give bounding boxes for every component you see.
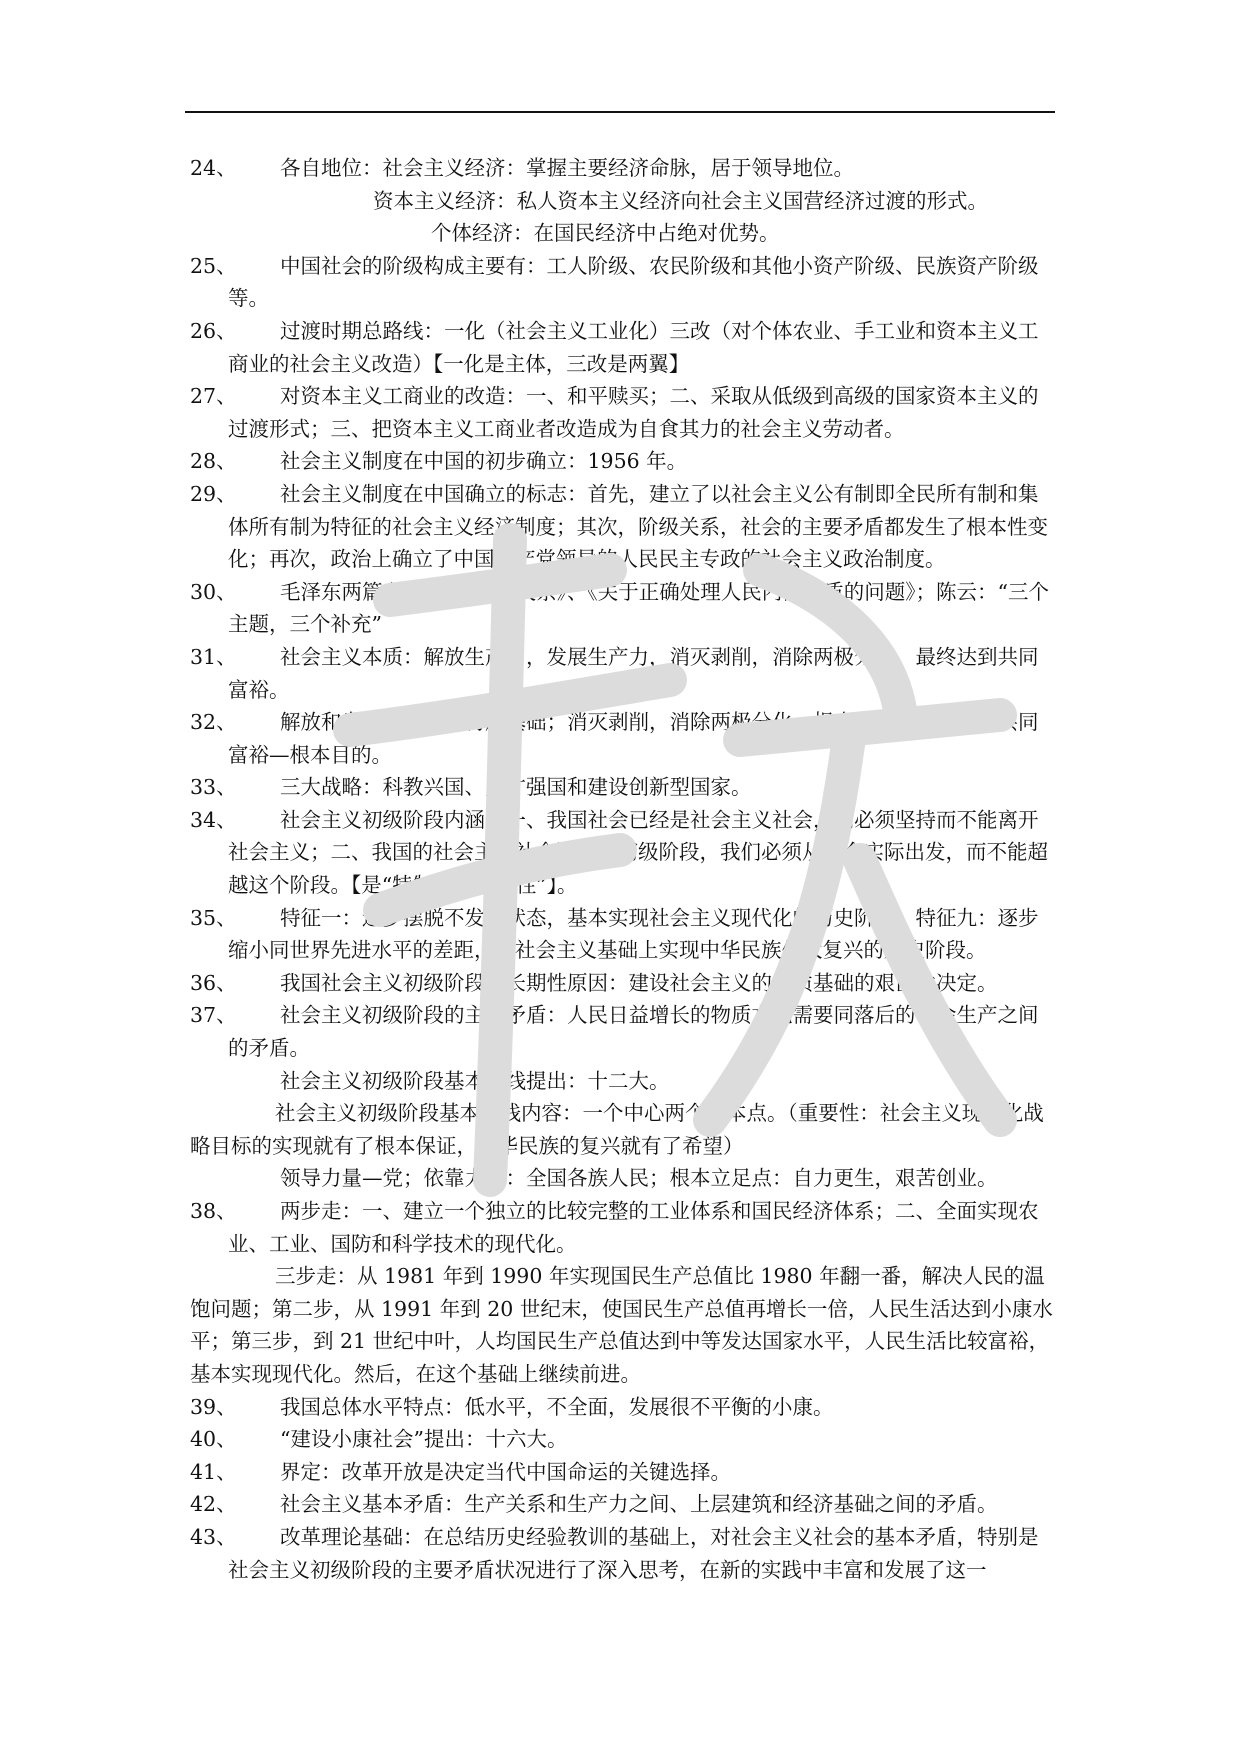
item-text: 中国社会的阶级构成主要有：工人阶级、农民阶级和其他小资产阶级、民族资产阶级等。 bbox=[228, 253, 1039, 311]
item-number: 36、 bbox=[190, 970, 237, 995]
item-number: 43、 bbox=[190, 1524, 237, 1549]
header-rule bbox=[185, 111, 1055, 113]
list-item bbox=[190, 706, 1058, 771]
item-number: 37、 bbox=[190, 1003, 237, 1028]
list-item bbox=[190, 250, 1058, 315]
list-item bbox=[190, 641, 1058, 706]
item-number: 27、 bbox=[190, 384, 237, 409]
list-item bbox=[190, 576, 1058, 641]
list-item bbox=[190, 967, 1058, 1000]
item-number: 34、 bbox=[190, 807, 237, 832]
item-text: 社会主义初级阶段内涵：一、我国社会已经是社会主义社会，们必须坚持而不能离开社会主义；二、我国的社会主义社会还处于初级阶段，我们必须从这个实际出发，而不能超越这个阶段。【是“特制”而非“共性”】。 bbox=[228, 807, 1048, 898]
list-item bbox=[190, 1456, 1058, 1489]
item-number: 40、 bbox=[190, 1427, 237, 1452]
item-number: 42、 bbox=[190, 1492, 237, 1517]
item-text: 界定：改革开放是决定当代中国命运的关键选择。 bbox=[280, 1459, 731, 1484]
item-text: 改革理论基础：在总结历史经验教训的基础上，对社会主义社会的基本矛盾，特别是社会主义初级阶段的主要矛盾状况进行了深入思考，在新的实践中丰富和发展了这一 bbox=[228, 1524, 1039, 1582]
item-number: 35、 bbox=[190, 905, 237, 930]
item-text: “建设小康社会”提出：十六大。 bbox=[280, 1427, 568, 1452]
document-body bbox=[190, 152, 1058, 1586]
item-text: 两步走：一、建立一个独立的比较完整的工业体系和国民经济体系；二、全面实现农业、工业、国防和科学技术的现代化。 bbox=[228, 1199, 1039, 1256]
list-item bbox=[190, 380, 1058, 445]
list-item bbox=[190, 152, 1058, 250]
item-number: 41、 bbox=[190, 1459, 237, 1484]
item-number: 39、 bbox=[190, 1394, 237, 1419]
list-item bbox=[190, 1391, 1058, 1424]
item-text: 各自地位：社会主义经济：掌握主要经济命脉，居于领导地位。 bbox=[280, 156, 854, 180]
item-number: 31、 bbox=[190, 644, 237, 669]
list-item bbox=[190, 804, 1058, 902]
item-text: 毛泽东两篇文章：《论十大关系》、《关于正确处理人民内部矛盾的问题》；陈云：“三个主题，三个补充” bbox=[228, 579, 1049, 637]
item-text: 社会主义初级阶段的主要矛盾：人民日益增长的物质文化需要同落后的社会生产之间的矛盾。 bbox=[228, 1003, 1039, 1061]
list-item bbox=[190, 445, 1058, 478]
list-item bbox=[190, 1488, 1058, 1521]
item-number: 38、 bbox=[190, 1199, 237, 1223]
item-subline: 个体经济：在国民经济中占绝对优势。 bbox=[431, 221, 780, 246]
item-text: 社会主义初级阶段基本路线内容：一个中心两个基本点。（重要性：社会主义现代化战略目标的实现就有了根本保证，中华民族的复兴就有了希望） bbox=[190, 1101, 1044, 1158]
item-number: 30、 bbox=[190, 579, 237, 604]
item-text: 社会主义初级阶段基本路线提出：十二大。 bbox=[280, 1068, 670, 1093]
item-number: 28、 bbox=[190, 449, 237, 474]
item-number: 26、 bbox=[190, 318, 237, 343]
item-text: 过渡时期总路线：一化（社会主义工业化）三改（对个体农业、手工业和资本主义工商业的社会主义改造）【一化是主体，三改是两翼】 bbox=[228, 318, 1039, 376]
list-item bbox=[190, 478, 1058, 576]
item-text: 我国总体水平特点：低水平，不全面，发展很不平衡的小康。 bbox=[280, 1394, 834, 1419]
list-item bbox=[190, 1260, 1058, 1390]
item-number: 33、 bbox=[190, 775, 237, 800]
item-text: 对资本主义工商业的改造：一、和平赎买；二、采取从低级到高级的国家资本主义的过渡形式；三、把资本主义工商业者改造成为自食其力的社会主义劳动者。 bbox=[228, 384, 1039, 441]
item-text: 三大战略：科教兴国、人才强国和建设创新型国家。 bbox=[280, 775, 752, 800]
item-text: 三步走：从 1981 年到 1990 年实现国民生产总值比 1980 年翻一番，解决人民的温饱问题；第二步，从 1991 年到 20 世纪末，使国民生产总值再增长一倍，人民生活达到小康水平；第三步，到 21 世纪中叶，人均国民生产总值达到中等发达国家水平，人民生活比较富裕，基本实现现代化。然后，在这个基础上继续前进。 bbox=[190, 1264, 1053, 1386]
list-item bbox=[190, 902, 1058, 967]
item-text: 社会主义制度在中国的初步确立：1956 年。 bbox=[280, 449, 688, 474]
list-item bbox=[190, 1423, 1058, 1456]
item-subline: 资本主义经济：私人资本主义经济向社会主义国营经济过渡的形式。 bbox=[373, 188, 988, 213]
list-item bbox=[190, 999, 1058, 1064]
item-text: 特征一：逐步摆脱不发达状态，基本实现社会主义现代化的历史阶段；特征九：逐步缩小同世界先进水平的差距，在社会主义基础上实现中华民族伟大复兴的历史阶段。 bbox=[228, 905, 1039, 963]
list-item bbox=[190, 1065, 1058, 1098]
item-text: 社会主义本质：解放生产力，发展生产力，消灭剥削，消除两极分化，最终达到共同富裕。 bbox=[228, 644, 1039, 702]
list-item bbox=[190, 771, 1058, 804]
list-item bbox=[190, 1195, 1058, 1260]
list-item bbox=[190, 1162, 1058, 1195]
item-text: 社会主义制度在中国确立的标志：首先，建立了以社会主义公有制即全民所有制和集体所有制为特征的社会主义经济制度；其次，阶级关系，社会的主要矛盾都发生了根本性变化；再次，政治上确立了中国共产党领导的人民民主专政的社会主义政治制度。 bbox=[228, 481, 1048, 572]
item-number: 25、 bbox=[190, 253, 237, 278]
item-text: 解放和发展生产力—物质基础；消灭剥削，消除两极分化—根本保证；最终达到共同富裕—根本目的。 bbox=[228, 710, 1039, 767]
item-number: 29、 bbox=[190, 481, 237, 506]
item-text: 社会主义基本矛盾：生产关系和生产力之间、上层建筑和经济基础之间的矛盾。 bbox=[280, 1492, 998, 1517]
list-item bbox=[190, 315, 1058, 380]
item-number: 32、 bbox=[190, 710, 237, 735]
list-item bbox=[190, 1521, 1058, 1586]
list-item bbox=[190, 1097, 1058, 1162]
item-text: 领导力量—党；依靠力量：全国各族人民；根本立足点：自力更生，艰苦创业。 bbox=[280, 1166, 998, 1191]
item-text: 我国社会主义初级阶段的长期性原因：建设社会主义的物质基础的艰巨性决定。 bbox=[280, 970, 998, 995]
item-number: 24、 bbox=[190, 156, 237, 180]
